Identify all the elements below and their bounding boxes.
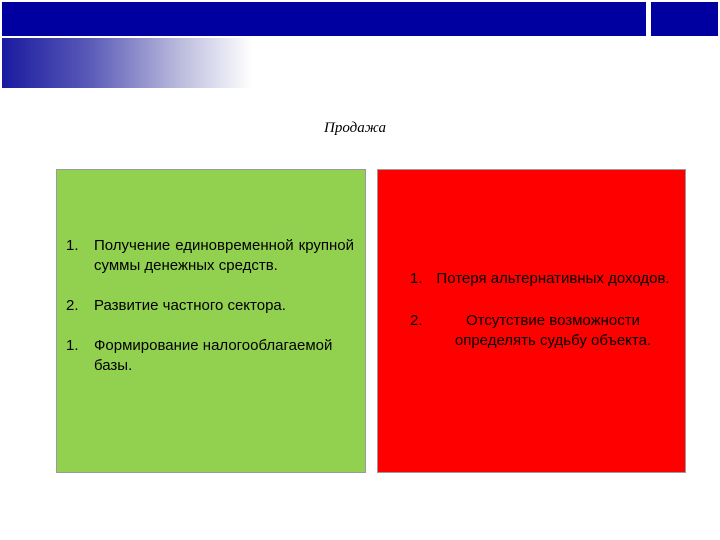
advantage-text: Развитие частного сектора.	[94, 297, 286, 314]
disadvantage-item	[410, 311, 674, 351]
header-bar	[2, 2, 646, 36]
disadvantage-text: Отсутствие возможности определять судьбу объекта.	[454, 312, 652, 349]
disadvantage-number: 1.	[410, 270, 423, 287]
slide-title: Продажа	[324, 120, 386, 136]
advantage-number: 1.	[66, 337, 79, 354]
header-corner-block	[651, 2, 718, 36]
advantage-number: 2.	[66, 297, 79, 314]
disadvantages-list	[410, 269, 674, 351]
advantage-text: Получение единовременной крупной суммы денежных средств.	[94, 237, 354, 274]
disadvantage-item	[410, 269, 674, 289]
advantage-item	[66, 296, 354, 316]
advantage-item	[66, 336, 354, 376]
advantage-text: Формирование налогооблагаемой базы.	[94, 337, 333, 374]
header-gradient-strip	[2, 38, 252, 88]
disadvantage-text: Потеря альтернативных доходов.	[436, 270, 670, 287]
advantages-list	[66, 236, 354, 376]
advantage-number: 1.	[66, 237, 79, 254]
disadvantage-number: 2.	[410, 312, 423, 329]
advantage-item	[66, 236, 354, 276]
